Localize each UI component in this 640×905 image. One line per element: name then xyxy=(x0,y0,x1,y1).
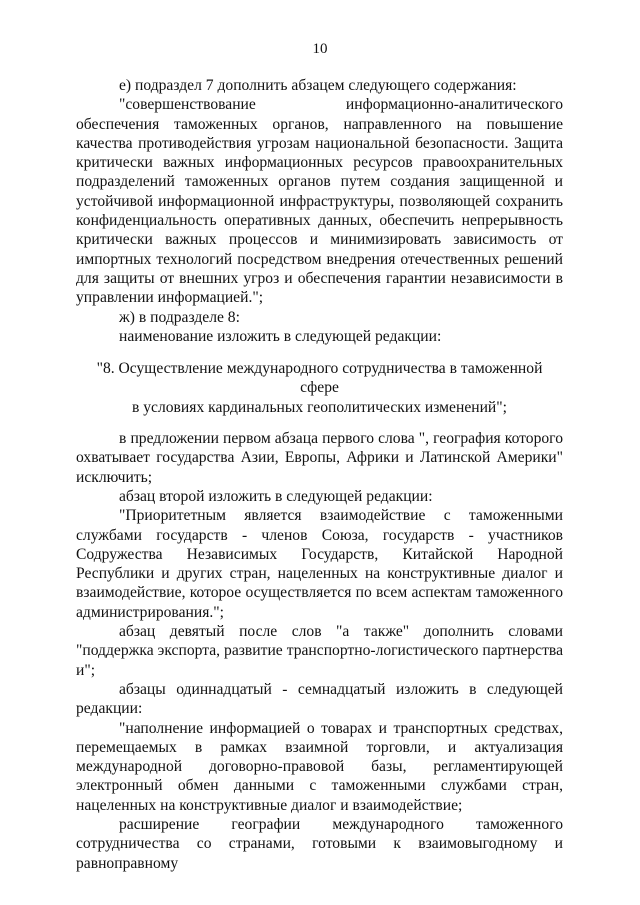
paragraph-quoted-addition: "совершенствование информационно-аналитического обеспечения таможенных органов, направленного на повышение качества противодействия угрозам национальной безопасности. Защита критически важных информационных ресурсов правоохранительных подразделений таможенных органов путем создания защищенной и устойчивой информационной инфраструктуры, позволяющей сохранить конфиденциальность оперативных данных, обеспечить непрерывность критически важных процессов и минимизировать зависимость от импортных технологий посредством внедрения отечественных решений для защиты от внешних угроз и обеспечения гарантии независимости в управлении информацией."; xyxy=(76,96,563,307)
paragraph-ninth-abzac-addition: абзац девятый после слов "а также" дополнить словами "поддержка экспорта, развитие транспортно-логистического партнерства и"; xyxy=(76,623,563,679)
section-heading xyxy=(76,359,563,417)
section-heading-line-1: "8. Осуществление международного сотрудничества в таможенной сфере xyxy=(96,360,543,397)
paragraph-title-instruction: наименование изложить в следующей редакции: xyxy=(119,327,442,345)
document-body xyxy=(76,76,563,873)
page-number: 10 xyxy=(312,41,328,57)
paragraph-priority-cooperation: "Приоритетным является взаимодействие с таможенными службами государств - членов Союза, государств - участников Содружества Независимых Государств, Китайской Народной Республики и других стран, нацеленных на конструктивные диалог и взаимодействие, которое осуществляется по всем аспектам таможенного администрирования."; xyxy=(76,507,563,621)
paragraph-second-abzac-instruction: абзац второй изложить в следующей редакции: xyxy=(119,487,433,505)
section-heading-line-2: в условиях кардинальных геополитических изменений"; xyxy=(132,398,507,416)
paragraph-geography-expansion: расширение географии международного таможенного сотрудничества со странами, готовыми к взаимовыгодному и равноправному xyxy=(76,815,563,872)
paragraph-first-sentence-edit: в предложении первом абзаца первого слова ", география которого охватывает государства Азии, Европы, Африки и Латинской Америки" исключить; xyxy=(76,430,563,486)
paragraph-subsection-e: е) подраздел 7 дополнить абзацем следующего содержания: xyxy=(119,77,517,94)
paragraph-eleventh-seventeenth-instruction: абзацы одиннадцатый - семнадцатый изложить в следующей редакции: xyxy=(76,680,563,718)
paragraph-subsection-zh: ж) в подразделе 8: xyxy=(119,308,240,326)
paragraph-information-filling: "наполнение информацией о товарах и транспортных средствах, перемещаемых в рамках взаимной торговли, и актуализация международной договорно-правовой базы, регламентирующей электронный обмен данными с таможенными службами стран, нацеленных на конструктивные диалог и взаимодействие; xyxy=(76,719,563,814)
